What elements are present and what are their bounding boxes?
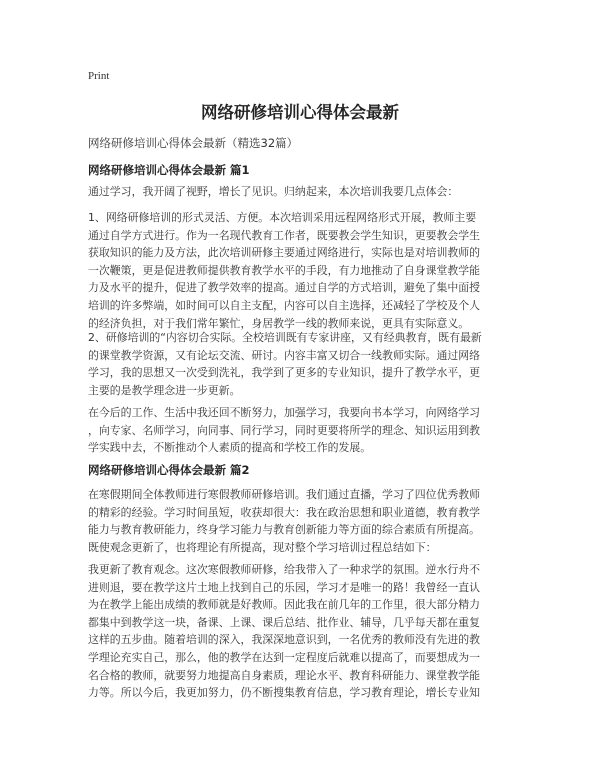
text-line: 的课堂教学资源，又有论坛交流、研讨。内容丰富又切合一线教师实际。通过网络 — [88, 348, 481, 362]
text-line: 通过自学方式进行。作为一名现代教育工作者，既要教会学生知识，更要教会学生 — [88, 228, 481, 242]
paragraph — [88, 209, 514, 332]
text-line: 这样的五步曲。随着培训的深入，我深深地意识到，一名优秀的教师没有先进的教 — [88, 633, 481, 647]
text-line: 在今后的工作、生活中我还回不断努力，加强学习，我要向书本学习，向网络学习 — [88, 406, 481, 419]
print-link[interactable]: Print — [88, 70, 110, 82]
text-line: 都集中到教学这一块，备课、上课、课后总结、批作业、辅导，几乎每天都在重复 — [88, 615, 481, 629]
text-line: 2、研修培训的“内容切合实际。全校培训既有专家讲座，又有经典教育，既有最新 — [88, 331, 482, 344]
document-subtitle: 网络研修培训心得体会最新（精选32篇） — [88, 136, 299, 150]
text-line: 为在教学上能出成绩的教师就是好教师。因此我在前几年的工作里，很大部分精力 — [88, 598, 481, 612]
paragraph — [88, 183, 514, 201]
text-line: 通过学习，我开阔了视野，增长了见识。归纳起来，本次培训我要几点体会： — [88, 185, 459, 198]
paragraph — [88, 561, 514, 702]
paragraph — [88, 329, 514, 399]
text-line: 学习，我的思想又一次受到洗礼，我学到了更多的专业知识，提升了教学水平，更 — [88, 366, 481, 380]
text-line: 力及水平的提升，促进了教学效率的提高。通过自学的方式培训，避免了集中面授 — [88, 281, 481, 295]
text-line: 学实践中去，不断推动个人素质的提高和学校工作的发展。 — [88, 441, 372, 455]
text-line: 1、网络研修培训的形式灵活、方便。本次培训采用远程网络形式开展，教师主要 — [88, 211, 477, 224]
text-line: 既使观念更新了，也将理论有所提高，现对整个学习培训过程总结如下： — [88, 540, 437, 554]
text-line: 一次鞭策，更是促进教师提供教育教学水平的手段，有力地推动了自身课堂教学能 — [88, 263, 481, 277]
paragraph — [88, 404, 514, 457]
text-line: 在寒假期间全体教师进行寒假教师研修培训。我们通过直播，学习了四位优秀教师 — [88, 488, 481, 501]
text-line: 名合格的教师，就要努力地提高自身素质，理论水平、教育科研能力、课堂教学能 — [88, 668, 481, 682]
text-line: 主要的是教学理念进一步更新。 — [88, 383, 241, 397]
section-heading-2: 网络研修培训心得体会最新 篇2 — [88, 463, 250, 477]
text-line: 我更新了教育观念。这次寒假教师研修，给我带入了一种求学的氛围。逆水行舟不 — [88, 563, 481, 576]
paragraph — [88, 486, 514, 556]
text-line: 的经济负担，对于我们常年繁忙，身居教学一线的教师来说，更具有实际意义。 — [88, 316, 470, 330]
text-line: 能力与教育教研能力，终身学习能力与教育创新能力等方面的综合素质有所提高。 — [88, 523, 481, 537]
text-line: ，向专家、名师学习，向同事、同行学习，同时更要将所学的理念、知识运用到教 — [88, 423, 481, 437]
section-heading-1: 网络研修培训心得体会最新 篇1 — [88, 163, 250, 177]
text-line: 获取知识的能力及方法，此次培训研修主要通过网络进行，实际也是对培训教师的 — [88, 246, 481, 260]
text-line: 学理论充实自己，那么，他的教学在达到一定程度后就难以提高了，而要想成为一 — [88, 650, 481, 664]
text-line: 力等。所以今后，我更加努力，仍不断搜集教育信息，学习教育理论，增长专业知 — [88, 686, 481, 700]
text-line: 培训的许多弊端，如时间可以自主支配，内容可以自主选择，还减轻了学校及个人 — [88, 298, 481, 312]
document-title: 网络研修培训心得体会最新 — [201, 103, 399, 122]
text-line: 进则退，要在教学这片土地上找到自己的乐园，学习才是唯一的路！我曾经一直认 — [88, 580, 481, 594]
text-line: 的精彩的经验。学习时间虽短，收获却很大：我在政治思想和职业道德，教育教学 — [88, 505, 481, 519]
